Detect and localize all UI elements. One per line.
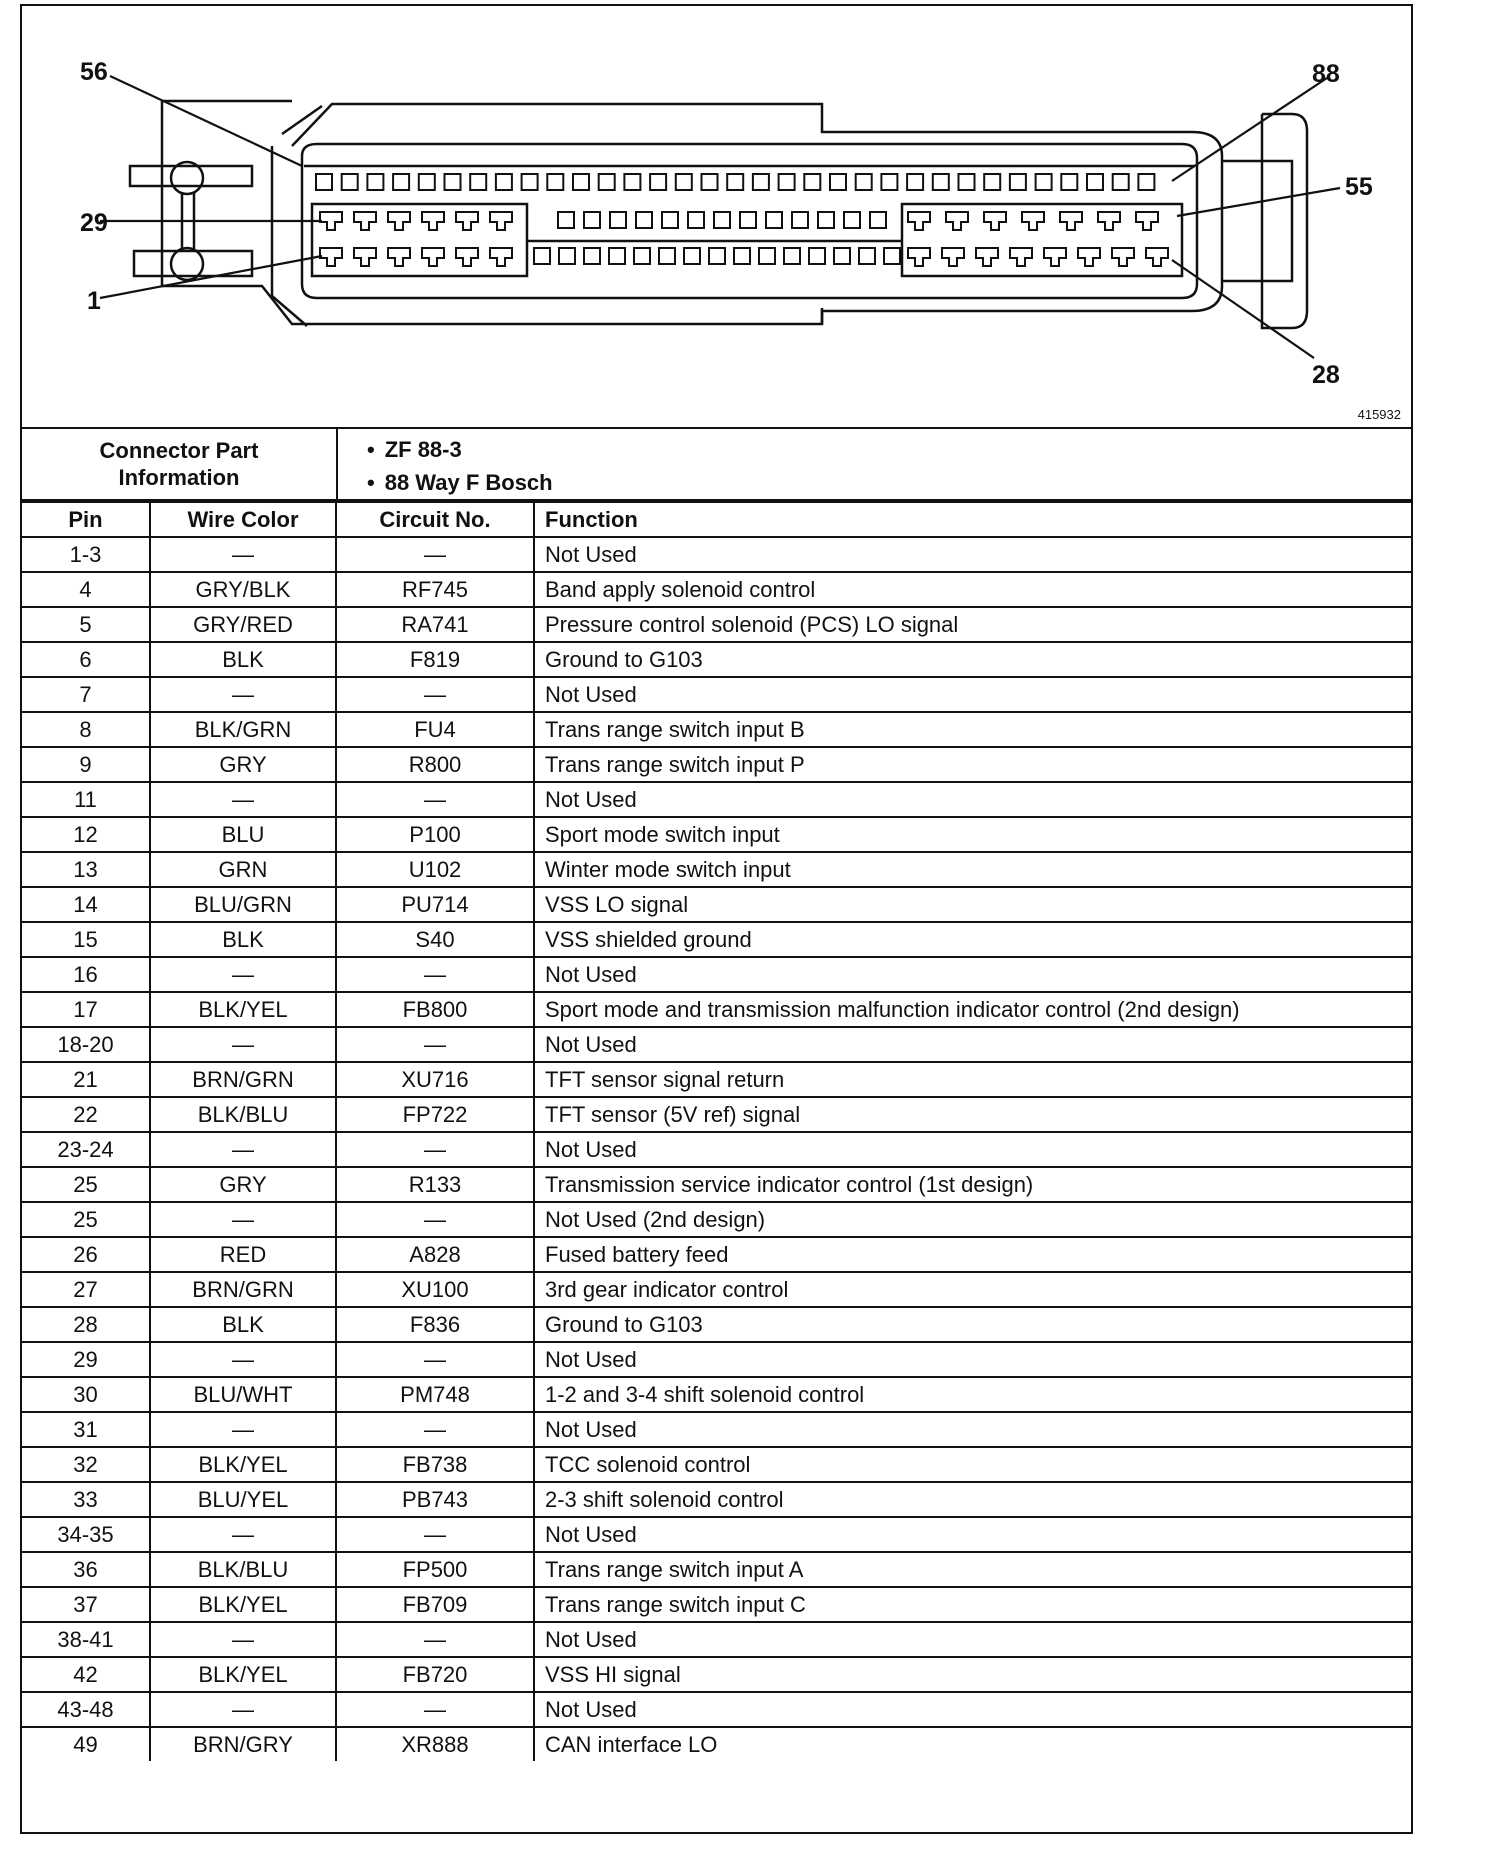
header-pin: Pin (22, 502, 150, 537)
pin-cavity (844, 212, 860, 228)
cell-wire-color: BLK/YEL (150, 1657, 336, 1692)
cell-circuit-no: FB709 (336, 1587, 534, 1622)
pin-cavity (766, 212, 782, 228)
cell-pin: 7 (22, 677, 150, 712)
cell-pin: 25 (22, 1167, 150, 1202)
pin-cavity (609, 248, 625, 264)
connector-drawing (22, 6, 1411, 427)
table-row (22, 642, 1411, 677)
cell-circuit-no: R133 (336, 1167, 534, 1202)
pin-cavity (470, 174, 486, 190)
cell-circuit-no: P100 (336, 817, 534, 852)
pin-label-28: 28 (1312, 361, 1340, 389)
cell-circuit-no: XU716 (336, 1062, 534, 1097)
table-row (22, 1412, 1411, 1447)
header-circuit-no: Circuit No. (336, 502, 534, 537)
table-row (22, 1062, 1411, 1097)
cell-function: Not Used (534, 1622, 1411, 1657)
table-row (22, 1027, 1411, 1062)
cell-circuit-no: RF745 (336, 572, 534, 607)
pin-terminal (354, 212, 376, 230)
header-wire-color: Wire Color (150, 502, 336, 537)
pin-cavity (1138, 174, 1154, 190)
connector-diagram (22, 6, 1411, 429)
pin-cavity (804, 174, 820, 190)
cell-pin: 15 (22, 922, 150, 957)
part-info-label-line2: Information (118, 465, 240, 490)
cell-wire-color: — (150, 957, 336, 992)
pin-cavity (856, 174, 872, 190)
cell-circuit-no: — (336, 1622, 534, 1657)
pin-terminal (1044, 248, 1066, 266)
cell-wire-color: GRY/BLK (150, 572, 336, 607)
cell-wire-color: BRN/GRN (150, 1272, 336, 1307)
cell-function: Not Used (2nd design) (534, 1202, 1411, 1237)
cell-pin: 31 (22, 1412, 150, 1447)
pin-terminal (422, 248, 444, 266)
cell-wire-color: BLK (150, 922, 336, 957)
pin-cavity (342, 174, 358, 190)
pin-cavity (714, 212, 730, 228)
cell-pin: 8 (22, 712, 150, 747)
pin-label-55: 55 (1345, 173, 1373, 201)
pin-cavity (1061, 174, 1077, 190)
pin-cavity (558, 212, 574, 228)
pin-cavity (809, 248, 825, 264)
cell-wire-color: BLU/YEL (150, 1482, 336, 1517)
cell-pin: 6 (22, 642, 150, 677)
cell-wire-color: GRN (150, 852, 336, 887)
cell-circuit-no: S40 (336, 922, 534, 957)
table-row (22, 1307, 1411, 1342)
pin-cavity (659, 248, 675, 264)
cell-function: Sport mode switch input (534, 817, 1411, 852)
cell-pin: 12 (22, 817, 150, 852)
pin-terminal (490, 212, 512, 230)
cell-circuit-no: — (336, 1412, 534, 1447)
table-header-row (22, 502, 1411, 537)
pin-cavity (784, 248, 800, 264)
cell-function: Not Used (534, 1412, 1411, 1447)
cell-function: Sport mode and transmission malfunction indicator control (2nd design) (534, 992, 1411, 1027)
cell-pin: 29 (22, 1342, 150, 1377)
cell-function: Transmission service indicator control (1st design) (534, 1167, 1411, 1202)
table-row (22, 1692, 1411, 1727)
pin-cavity (734, 248, 750, 264)
cell-wire-color: BLK (150, 1307, 336, 1342)
pin-cavity (393, 174, 409, 190)
cell-function: Ground to G103 (534, 1307, 1411, 1342)
cell-function: VSS LO signal (534, 887, 1411, 922)
table-row (22, 1727, 1411, 1761)
cell-circuit-no: FB720 (336, 1657, 534, 1692)
cell-wire-color: — (150, 537, 336, 572)
cell-function: Fused battery feed (534, 1237, 1411, 1272)
pin-cavity (818, 212, 834, 228)
cell-circuit-no: — (336, 677, 534, 712)
figure-id: 415932 (1357, 407, 1401, 422)
cell-circuit-no: FP500 (336, 1552, 534, 1587)
cell-function: Trans range switch input P (534, 747, 1411, 782)
cell-circuit-no: — (336, 782, 534, 817)
cell-wire-color: BLU/GRN (150, 887, 336, 922)
cell-function: Not Used (534, 1692, 1411, 1727)
pin-cavity (1113, 174, 1129, 190)
cell-function: 1-2 and 3-4 shift solenoid control (534, 1377, 1411, 1412)
pin-label-88: 88 (1312, 60, 1340, 88)
pin-cavity (445, 174, 461, 190)
pin-label-56: 56 (80, 58, 108, 86)
pin-terminal (1112, 248, 1134, 266)
cell-wire-color: BLU (150, 817, 336, 852)
cell-circuit-no: F836 (336, 1307, 534, 1342)
cell-function: Trans range switch input C (534, 1587, 1411, 1622)
cell-circuit-no: XU100 (336, 1272, 534, 1307)
cell-pin: 5 (22, 607, 150, 642)
part-info-item: • ZF 88-3 (367, 433, 553, 466)
pin-cavity (419, 174, 435, 190)
cell-circuit-no: FU4 (336, 712, 534, 747)
connector-part-info (22, 429, 1411, 501)
pin-terminal (1146, 248, 1168, 266)
cell-pin: 22 (22, 1097, 150, 1132)
pin-terminal (942, 248, 964, 266)
table-row (22, 747, 1411, 782)
cell-function: Ground to G103 (534, 642, 1411, 677)
table-row (22, 1482, 1411, 1517)
table-row (22, 922, 1411, 957)
table-row (22, 572, 1411, 607)
pin-cavity (584, 248, 600, 264)
table-row (22, 1517, 1411, 1552)
cell-pin: 28 (22, 1307, 150, 1342)
table-row (22, 712, 1411, 747)
cell-pin: 37 (22, 1587, 150, 1622)
cell-function: Not Used (534, 1132, 1411, 1167)
table-row (22, 537, 1411, 572)
cell-function: Trans range switch input A (534, 1552, 1411, 1587)
pin-cavity (792, 212, 808, 228)
table-row (22, 1272, 1411, 1307)
table-row (22, 607, 1411, 642)
cell-function: TFT sensor signal return (534, 1062, 1411, 1097)
pin-terminal (1098, 212, 1120, 230)
table-row (22, 887, 1411, 922)
cell-function: Not Used (534, 957, 1411, 992)
pin-cavity (834, 248, 850, 264)
cell-pin: 26 (22, 1237, 150, 1272)
cell-wire-color: RED (150, 1237, 336, 1272)
cell-pin: 23-24 (22, 1132, 150, 1167)
pin-terminal (976, 248, 998, 266)
pin-cavity (367, 174, 383, 190)
pin-cavity (779, 174, 795, 190)
pin-cavity (316, 174, 332, 190)
table-row (22, 1657, 1411, 1692)
table-row (22, 852, 1411, 887)
table-row (22, 1377, 1411, 1412)
cell-circuit-no: A828 (336, 1237, 534, 1272)
pin-terminal (1136, 212, 1158, 230)
cell-circuit-no: FB800 (336, 992, 534, 1027)
pin-cavity (688, 212, 704, 228)
pin-cavity (959, 174, 975, 190)
pin-terminal (490, 248, 512, 266)
pin-cavity (933, 174, 949, 190)
cell-wire-color: — (150, 1692, 336, 1727)
table-row (22, 817, 1411, 852)
table-row (22, 1237, 1411, 1272)
cell-pin: 21 (22, 1062, 150, 1097)
pin-cavity (870, 212, 886, 228)
cell-pin: 49 (22, 1727, 150, 1761)
cell-function: Not Used (534, 1517, 1411, 1552)
pin-cavity (1036, 174, 1052, 190)
pin-label-1: 1 (87, 287, 101, 315)
header-function: Function (534, 502, 1411, 537)
pin-cavity (522, 174, 538, 190)
table-row (22, 1167, 1411, 1202)
cell-function: Winter mode switch input (534, 852, 1411, 887)
pin-cavity (636, 212, 652, 228)
cell-function: Trans range switch input B (534, 712, 1411, 747)
pin-cavity (547, 174, 563, 190)
cell-circuit-no: — (336, 1202, 534, 1237)
cell-circuit-no: — (336, 537, 534, 572)
cell-circuit-no: PM748 (336, 1377, 534, 1412)
cell-function: TCC solenoid control (534, 1447, 1411, 1482)
cell-wire-color: BLK/YEL (150, 1587, 336, 1622)
cell-pin: 13 (22, 852, 150, 887)
cell-circuit-no: PB743 (336, 1482, 534, 1517)
pin-cavity (830, 174, 846, 190)
pin-cavity (709, 248, 725, 264)
pin-cavity (984, 174, 1000, 190)
table-row (22, 957, 1411, 992)
pin-cavity (624, 174, 640, 190)
part-info-values (367, 433, 553, 499)
part-info-item: • 88 Way F Bosch (367, 466, 553, 499)
pin-cavity (727, 174, 743, 190)
table-row (22, 1552, 1411, 1587)
pin-terminal (984, 212, 1006, 230)
pin-terminal (456, 212, 478, 230)
part-info-label-line1: Connector Part (99, 438, 259, 463)
cell-function: CAN interface LO (534, 1727, 1411, 1761)
cell-wire-color: — (150, 1132, 336, 1167)
pin-cavity (610, 212, 626, 228)
pin-terminal (946, 212, 968, 230)
pin-cavity (573, 174, 589, 190)
cell-circuit-no: F819 (336, 642, 534, 677)
pin-cavity (859, 248, 875, 264)
cell-pin: 25 (22, 1202, 150, 1237)
pin-cavity (907, 174, 923, 190)
cell-function: 3rd gear indicator control (534, 1272, 1411, 1307)
cell-pin: 42 (22, 1657, 150, 1692)
cell-circuit-no: — (336, 1342, 534, 1377)
pin-cavity (650, 174, 666, 190)
pin-cavity (702, 174, 718, 190)
cell-pin: 36 (22, 1552, 150, 1587)
pin-cavity (881, 174, 897, 190)
cell-pin: 30 (22, 1377, 150, 1412)
cell-pin: 9 (22, 747, 150, 782)
pin-cavity (1010, 174, 1026, 190)
cell-circuit-no: FP722 (336, 1097, 534, 1132)
cell-pin: 4 (22, 572, 150, 607)
pin-terminal (388, 248, 410, 266)
cell-circuit-no: — (336, 957, 534, 992)
pin-cavity (584, 212, 600, 228)
cell-wire-color: — (150, 1027, 336, 1062)
table-row (22, 1587, 1411, 1622)
cell-wire-color: BLK/YEL (150, 1447, 336, 1482)
cell-circuit-no: R800 (336, 747, 534, 782)
cell-function: TFT sensor (5V ref) signal (534, 1097, 1411, 1132)
cell-function: 2-3 shift solenoid control (534, 1482, 1411, 1517)
cell-wire-color: — (150, 1517, 336, 1552)
pin-terminal (320, 212, 342, 230)
cell-circuit-no: PU714 (336, 887, 534, 922)
cell-pin: 16 (22, 957, 150, 992)
pin-terminal (354, 248, 376, 266)
pin-cavity (559, 248, 575, 264)
cell-wire-color: — (150, 1342, 336, 1377)
pin-cavity (496, 174, 512, 190)
pinout-table (22, 501, 1411, 1761)
cell-pin: 33 (22, 1482, 150, 1517)
cell-pin: 18-20 (22, 1027, 150, 1062)
table-row (22, 1622, 1411, 1657)
pin-cavity (753, 174, 769, 190)
cell-pin: 11 (22, 782, 150, 817)
pinout-table-body (22, 537, 1411, 1761)
cell-wire-color: GRY (150, 747, 336, 782)
cell-circuit-no: FB738 (336, 1447, 534, 1482)
cell-wire-color: — (150, 677, 336, 712)
table-row (22, 782, 1411, 817)
cell-function: Not Used (534, 782, 1411, 817)
cell-circuit-no: — (336, 1132, 534, 1167)
part-info-label (22, 429, 338, 499)
pin-cavity (884, 248, 900, 264)
pin-terminal (1010, 248, 1032, 266)
cell-wire-color: BLK/GRN (150, 712, 336, 747)
cell-function: VSS shielded ground (534, 922, 1411, 957)
cell-wire-color: — (150, 1202, 336, 1237)
cell-wire-color: BLK/BLU (150, 1097, 336, 1132)
pin-terminal (908, 248, 930, 266)
cell-pin: 34-35 (22, 1517, 150, 1552)
pin-terminal (422, 212, 444, 230)
pin-cavity (676, 174, 692, 190)
table-row (22, 1097, 1411, 1132)
cell-circuit-no: — (336, 1027, 534, 1062)
pin-cavity (534, 248, 550, 264)
pin-terminal (456, 248, 478, 266)
cell-pin: 17 (22, 992, 150, 1027)
pin-terminal (1022, 212, 1044, 230)
pin-cavity (634, 248, 650, 264)
table-row (22, 1342, 1411, 1377)
cell-wire-color: BLK (150, 642, 336, 677)
cell-wire-color: BLK/BLU (150, 1552, 336, 1587)
cell-function: VSS HI signal (534, 1657, 1411, 1692)
table-row (22, 992, 1411, 1027)
pin-terminal (320, 248, 342, 266)
cell-pin: 38-41 (22, 1622, 150, 1657)
cell-circuit-no: XR888 (336, 1727, 534, 1761)
cell-function: Not Used (534, 677, 1411, 712)
connector-sheet (20, 4, 1413, 1834)
pin-terminal (388, 212, 410, 230)
cell-pin: 14 (22, 887, 150, 922)
cell-pin: 27 (22, 1272, 150, 1307)
cell-circuit-no: U102 (336, 852, 534, 887)
table-row (22, 677, 1411, 712)
pin-cavity (759, 248, 775, 264)
cell-function: Not Used (534, 1027, 1411, 1062)
pin-label-29: 29 (80, 209, 108, 237)
pin-cavity (740, 212, 756, 228)
cell-wire-color: — (150, 782, 336, 817)
pin-cavity (662, 212, 678, 228)
cell-circuit-no: — (336, 1517, 534, 1552)
pin-cavity (684, 248, 700, 264)
cell-wire-color: GRY/RED (150, 607, 336, 642)
cell-wire-color: BRN/GRY (150, 1727, 336, 1761)
cell-wire-color: BLK/YEL (150, 992, 336, 1027)
pin-terminal (908, 212, 930, 230)
cell-pin: 1-3 (22, 537, 150, 572)
cell-circuit-no: — (336, 1692, 534, 1727)
cell-wire-color: BRN/GRN (150, 1062, 336, 1097)
cell-wire-color: — (150, 1412, 336, 1447)
cell-function: Pressure control solenoid (PCS) LO signal (534, 607, 1411, 642)
cell-function: Not Used (534, 1342, 1411, 1377)
cell-pin: 43-48 (22, 1692, 150, 1727)
cell-pin: 32 (22, 1447, 150, 1482)
cell-circuit-no: RA741 (336, 607, 534, 642)
table-row (22, 1202, 1411, 1237)
table-row (22, 1447, 1411, 1482)
cell-wire-color: GRY (150, 1167, 336, 1202)
cell-function: Band apply solenoid control (534, 572, 1411, 607)
pin-cavity (599, 174, 615, 190)
pin-terminal (1078, 248, 1100, 266)
table-row (22, 1132, 1411, 1167)
pin-cavity (1087, 174, 1103, 190)
cell-function: Not Used (534, 537, 1411, 572)
cell-wire-color: BLU/WHT (150, 1377, 336, 1412)
pin-terminal (1060, 212, 1082, 230)
cell-wire-color: — (150, 1622, 336, 1657)
